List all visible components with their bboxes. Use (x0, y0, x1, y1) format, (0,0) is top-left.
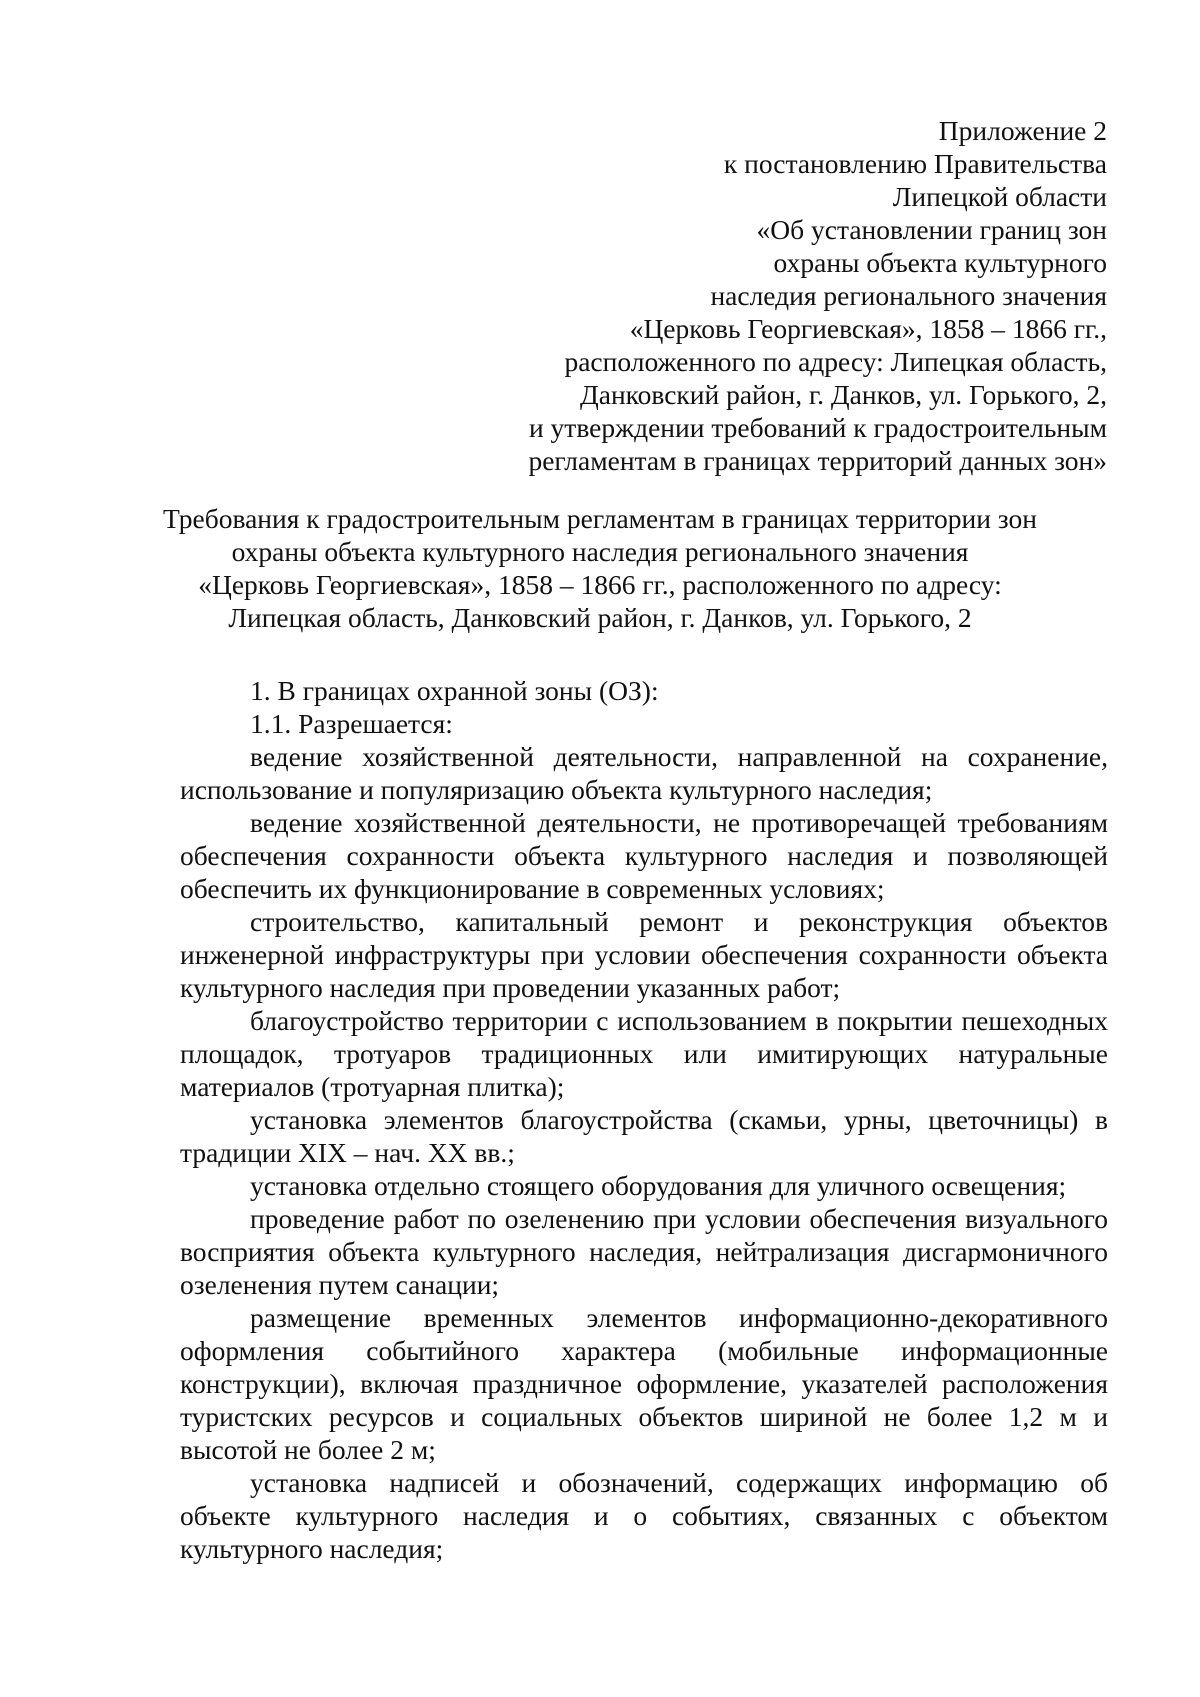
list-item: ведение хозяйственной деятельности, не противоречащей требованиям обеспечения сохранности объекта культурного наследия и позволяющей обеспечить их функционирование в современных условиях; (180, 807, 1108, 904)
subsection-heading: 1.1. Разрешается: (250, 708, 453, 739)
appendix-header (407, 114, 1107, 477)
list-item: проведение работ по озеленению при условии обеспечения визуального восприятия объекта культурного наследия, нейтрализация дисгармоничного озеленения путем санации; (180, 1203, 1108, 1300)
list-item: строительство, капитальный ремонт и реконструкция объектов инженерной инфраструктуры при условии обеспечения сохранности объекта культурного наследия при проведении указанных работ; (180, 906, 1108, 1003)
appendix-line: регламентам в границах территорий данных зон» (528, 445, 1107, 476)
appendix-line: наследия регионального значения (710, 280, 1107, 311)
appendix-line: «Об установлении границ зон (756, 214, 1107, 245)
title-line: охраны объекта культурного наследия регионального значения (231, 536, 969, 567)
appendix-line: охраны объекта культурного (773, 247, 1107, 278)
title-line: Липецкая область, Данковский район, г. Данков, ул. Горького, 2 (228, 602, 972, 633)
appendix-line: «Церковь Георгиевская», 1858 – 1866 гг., (629, 313, 1107, 344)
appendix-line: и утверждении требований к градостроительным (528, 412, 1107, 443)
title-line: «Церковь Георгиевская», 1858 – 1866 гг., расположенного по адресу: (198, 569, 1002, 600)
list-item: установка элементов благоустройства (скамьи, урны, цветочницы) в традиции XIX – нач. XX вв.; (180, 1104, 1108, 1168)
list-item: установка отдельно стоящего оборудования для уличного освещения; (250, 1170, 1067, 1201)
list-item: установка надписей и обозначений, содержащих информацию об объекте культурного наследия и о событиях, связанных с объектом культурного наследия; (180, 1467, 1108, 1564)
document-body (180, 674, 1108, 1565)
appendix-line: расположенного по адресу: Липецкая область, (564, 346, 1107, 377)
section-heading: 1. В границах охранной зоны (ОЗ): (250, 675, 659, 706)
title-line: Требования к градостроительным регламентам в границах территории зон (163, 503, 1037, 534)
appendix-line: к постановлению Правительства (723, 148, 1107, 179)
list-item: ведение хозяйственной деятельности, направленной на сохранение, использование и популяризацию объекта культурного наследия; (180, 741, 1108, 805)
document-title (120, 502, 1080, 634)
appendix-line: Приложение 2 (938, 115, 1107, 146)
appendix-line: Липецкой области (892, 181, 1107, 212)
appendix-line: Данковский район, г. Данков, ул. Горького, 2, (579, 379, 1107, 410)
list-item: благоустройство территории с использованием в покрытии пешеходных площадок, тротуаров традиционных или имитирующих натуральные материалов (тротуарная плитка); (180, 1005, 1108, 1102)
list-item: размещение временных элементов информационно-декоративного оформления событийного характера (мобильные информационные конструкции), включая праздничное оформление, указателей расположения туристских ресурсов и социальных объектов шириной не более 1,2 м и высотой не более 2 м; (180, 1302, 1108, 1465)
